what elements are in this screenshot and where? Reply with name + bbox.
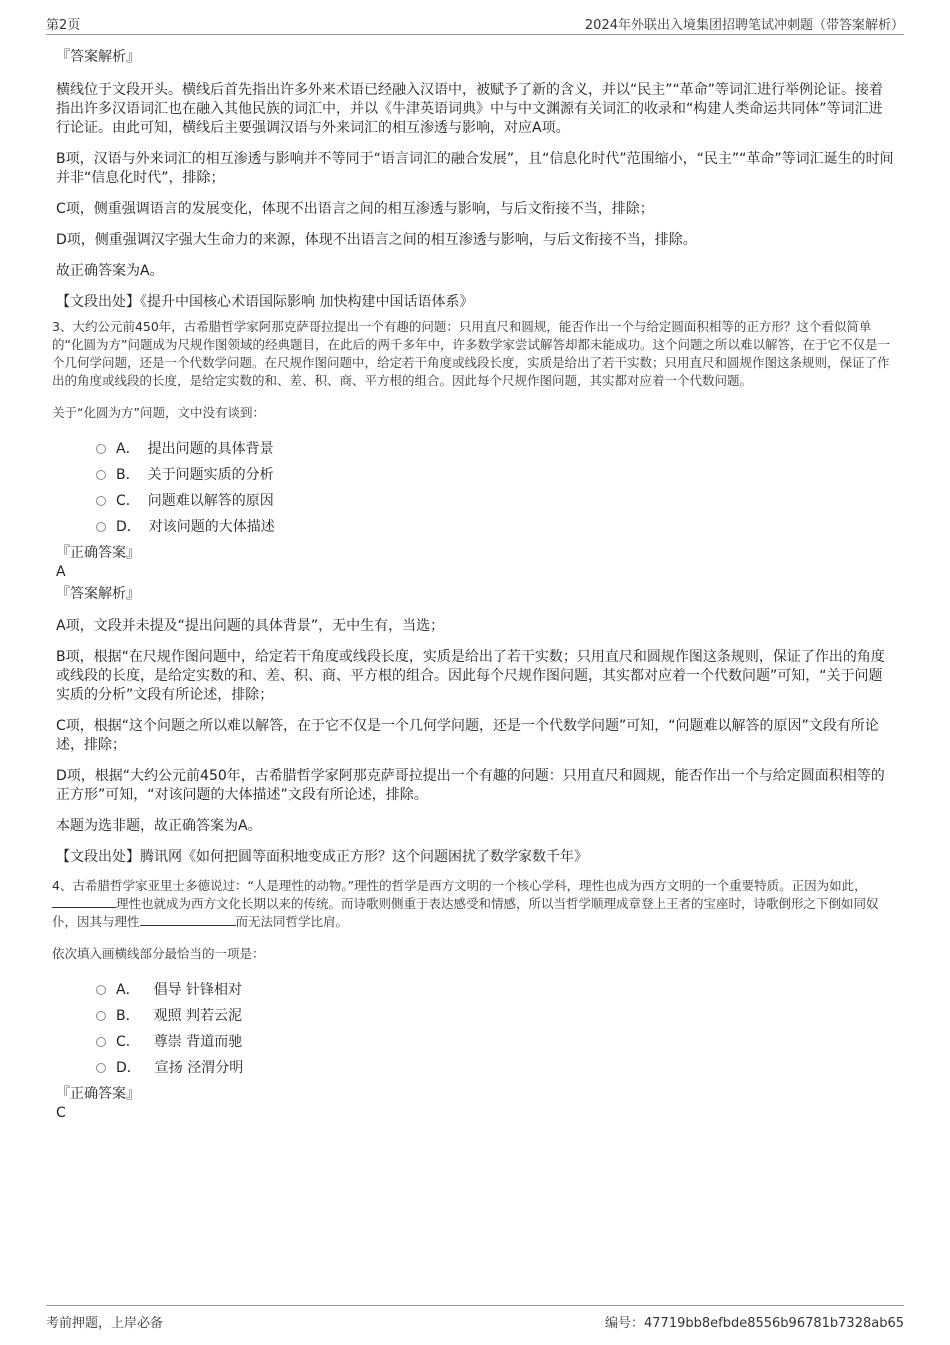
option-list: [96, 436, 896, 540]
page-header: [46, 14, 904, 35]
answer-value: A: [56, 564, 66, 580]
answer-label: 『正确答案』: [56, 545, 140, 561]
option-d[interactable]: D． 对该问题的大体描述: [96, 514, 896, 540]
analysis-paragraph: C项，根据“这个问题之所以难以解答，在于它不仅是一个几何学问题，还是一个代数学问题”可知，“问题难以解答的原因”文段有所论述，排除；: [56, 718, 879, 753]
analysis-paragraph: B项，根据“在尺规作图问题中，给定若干角度或线段长度，实质是给出了若干实数；只用直尺和圆规作图这条规则，保证了作出的角度或线段的长度，是给定实数的和、差、积、商、平方根的组合。因此每个尺规作图问题，其实都对应着一个代数问题”可知，“关于问题实质的分析”文段有所论述，排除；: [56, 649, 885, 703]
page-content: [52, 46, 896, 1123]
fill-blank-2[interactable]: [140, 913, 236, 926]
analysis-label: 『答案解析』: [56, 49, 140, 65]
analysis-paragraph: A项，文段并未提及“提出问题的具体背景”，无中生有，当选；: [56, 618, 445, 634]
analysis-paragraph: C项，侧重强调语言的发展变化，体现不出语言之间的相互渗透与影响，与后文衔接不当，排除；: [56, 201, 654, 217]
analysis-label: 『答案解析』: [56, 586, 140, 602]
radio-icon[interactable]: [96, 444, 106, 454]
source-note: 【文段出处】《提升中国核心术语国际影响 加快构建中国话语体系》: [56, 294, 474, 310]
option-a[interactable]: A． 倡导 针锋相对: [96, 977, 896, 1003]
question-prompt: 依次填入画横线部分最恰当的一项是：: [52, 946, 265, 961]
analysis-paragraph: D项，侧重强调汉字强大生命力的来源，体现不出语言之间的相互渗透与影响，与后文衔接不当，排除。: [56, 232, 697, 248]
footer-slogan: 考前押题，上岸必备: [46, 1316, 164, 1331]
option-c[interactable]: C． 尊崇 背道而驰: [96, 1029, 896, 1055]
analysis-paragraph: B项，汉语与外来词汇的相互渗透与影响并不等同于“语言词汇的融合发展”，且“信息化时代”范围缩小，“民主”“革命”等词汇诞生的时间并非“信息化时代”，排除；: [56, 151, 894, 186]
radio-icon[interactable]: [96, 1011, 106, 1021]
radio-icon[interactable]: [96, 1037, 106, 1047]
question-prompt: 关于“化圆为方”问题，文中没有谈到：: [52, 405, 265, 420]
analysis-paragraph: 横线位于文段开头。横线后首先指出许多外来术语已经融入汉语中，被赋予了新的含义，并以“民主”“革命”等词汇进行举例论证。接着指出许多汉语词汇也在融入其他民族的词汇中，并以《牛津英语词典》中与中文渊源有关词汇的收录和“构建人类命运共同体”等词汇进行论证。由此可知，横线后主要强调汉语与外来词汇的相互渗透与影响，对应A项。: [56, 82, 884, 136]
page-footer: [46, 1305, 904, 1332]
question-stem: 3、大约公元前450年，古希腊哲学家阿那克萨哥拉提出一个有趣的问题：只用直尺和圆规，能否作出一个与给定圆面积相等的正方形？这个看似简单的“化圆为方”问题成为尺规作图领域的经典题目，在此后的两千多年中，许多数学家尝试解答却都未能成功。这个问题之所以难以解答，在于它不仅是一个几何学问题，还是一个代数学问题。在尺规作图问题中，给定若干角度或线段长度，实质是给出了若干实数；只用直尺和圆规作图这条规则，保证了作出的角度或线段的长度，是给定实数的和、差、积、商、平方根的组合。因此每个尺规作图问题，其实都对应着一个代数问题。: [52, 319, 890, 388]
document-title: 2024年外联出入境集团招聘笔试冲刺题（带答案解析）: [584, 18, 904, 33]
option-list: [96, 977, 896, 1081]
radio-icon[interactable]: [96, 496, 106, 506]
option-c[interactable]: C． 问题难以解答的原因: [96, 488, 896, 514]
document-id: 编号：47719bb8efbde8556b96781b7328ab65: [605, 1316, 904, 1331]
radio-icon[interactable]: [96, 522, 106, 532]
fill-blank-1[interactable]: [52, 895, 116, 908]
answer-label: 『正确答案』: [56, 1086, 140, 1102]
option-b[interactable]: B． 观照 判若云泥: [96, 1003, 896, 1029]
radio-icon[interactable]: [96, 1063, 106, 1073]
radio-icon[interactable]: [96, 470, 106, 480]
option-b[interactable]: B． 关于问题实质的分析: [96, 462, 896, 488]
option-d[interactable]: D． 宣扬 泾渭分明: [96, 1055, 896, 1081]
analysis-conclusion: 故正确答案为A。: [56, 263, 164, 279]
answer-value: C: [56, 1105, 66, 1121]
analysis-conclusion: 本题为选非题，故正确答案为A。: [56, 818, 262, 834]
question-stem: 4、古希腊哲学家亚里士多德说过：“人是理性的动物。”理性的哲学是西方文明的一个核心学科，理性也成为西方文明的一个重要特质。正因为如此，理性也就成为西方文化长期以来的传统。而诗歌则侧重于表达感受和情感，所以当哲学顺理成章登上王者的宝座时，诗歌倒形之下倒如同奴仆，因其与理性 而无法同哲学比肩。: [52, 878, 879, 929]
analysis-paragraph: D项，根据“大约公元前450年，古希腊哲学家阿那克萨哥拉提出一个有趣的问题：只用直尺和圆规，能否作出一个与给定圆面积相等的正方形”可知，“对该问题的大体描述”文段有所论述，排除。: [56, 768, 885, 803]
radio-icon[interactable]: [96, 985, 106, 995]
page-number: 第2页: [46, 18, 81, 33]
source-note: 【文段出处】腾讯网《如何把圆等面积地变成正方形？这个问题困扰了数学家数千年》: [56, 849, 588, 865]
option-a[interactable]: A． 提出问题的具体背景: [96, 436, 896, 462]
